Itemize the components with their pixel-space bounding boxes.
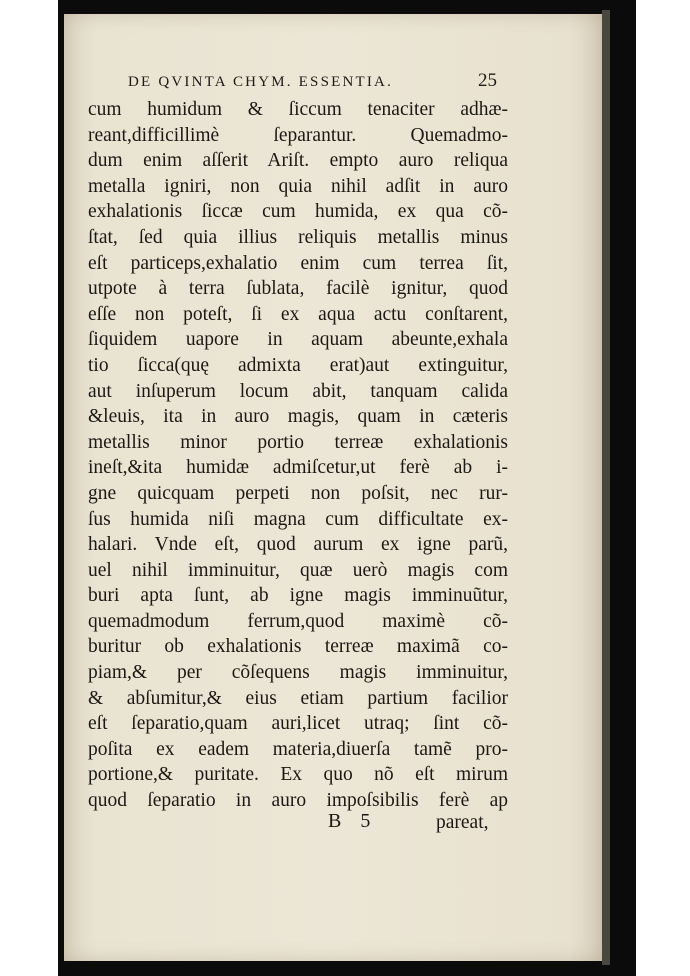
text-line: &leuis, ita in auro magis, quam in cæteris bbox=[88, 406, 508, 428]
signature-mark: B 5 bbox=[328, 810, 371, 832]
text-line: aut inſuperum locum abit, tanquam calida bbox=[88, 380, 508, 402]
text-line: quod ſeparatio in auro impoſsibilis ferè ap bbox=[88, 790, 508, 812]
text-line: eſt ſeparatio,quam auri,licet utraq; ſint cõ- bbox=[88, 713, 508, 735]
text-line: gne quicquam perpeti non poſsit, nec rur- bbox=[88, 482, 508, 504]
text-line: metalla igniri, non quia nihil adſit in auro bbox=[88, 175, 508, 197]
running-head: DE QVINTA CHYM. ESSENTIA. bbox=[128, 74, 394, 90]
text-line: ſus humida niſi magna cum difficultate ex- bbox=[88, 508, 508, 530]
text-line: quemadmodum ferrum,quod maximè cõ- bbox=[88, 610, 508, 632]
text-line: dum enim aſſerit Ariſt. empto auro reliqua bbox=[88, 150, 508, 172]
text-line: ſtat, ſed quia illius reliquis metallis minus bbox=[88, 226, 508, 248]
text-line: eſt particeps,exhalatio enim cum terrea ſit, bbox=[88, 252, 508, 274]
text-line: buri apta ſunt, ab igne magis imminuũtur, bbox=[88, 585, 508, 607]
text-line: utpote à terra ſublata, facilè ignitur, quod bbox=[88, 278, 508, 300]
text-line: portione,& puritate. Ex quo nõ eſt mirum bbox=[88, 764, 508, 786]
body-text bbox=[88, 97, 508, 814]
text-line: uel nihil imminuitur, quæ uerò magis com bbox=[88, 559, 508, 581]
text-line: buritur ob exhalationis terreæ maximã co- bbox=[88, 636, 508, 658]
text-line: piam,& per cõſequens magis imminuitur, bbox=[88, 662, 508, 684]
catchword: pareat, bbox=[436, 812, 489, 833]
page-edge bbox=[602, 10, 610, 965]
page-number: 25 bbox=[478, 70, 497, 91]
text-line: ſiquidem uapore in aquam abeunte,exhala bbox=[88, 329, 508, 351]
text-line: metallis minor portio terreæ exhalationis bbox=[88, 431, 508, 453]
text-line: poſita ex eadem materia,diuerſa tamẽ pro- bbox=[88, 738, 508, 760]
text-line: exhalationis ſiccæ cum humida, ex qua cõ- bbox=[88, 201, 508, 223]
text-line: tio ſicca(quę admixta erat)aut extinguitur, bbox=[88, 354, 508, 376]
text-line: eſſe non poteſt, ſi ex aqua actu conſtarent, bbox=[88, 303, 508, 325]
text-line: reant,difficillimè ſeparantur. Quemadmo- bbox=[88, 124, 508, 146]
text-line: halari. Vnde eſt, quod aurum ex igne parũ, bbox=[88, 534, 508, 556]
text-line: cum humidum & ſiccum tenaciter adhæ- bbox=[88, 99, 508, 120]
text-line: ineſt,&ita humidæ admiſcetur,ut ferè ab i- bbox=[88, 457, 508, 479]
text-line: & abſumitur,& eius etiam partium facilior bbox=[88, 687, 508, 709]
